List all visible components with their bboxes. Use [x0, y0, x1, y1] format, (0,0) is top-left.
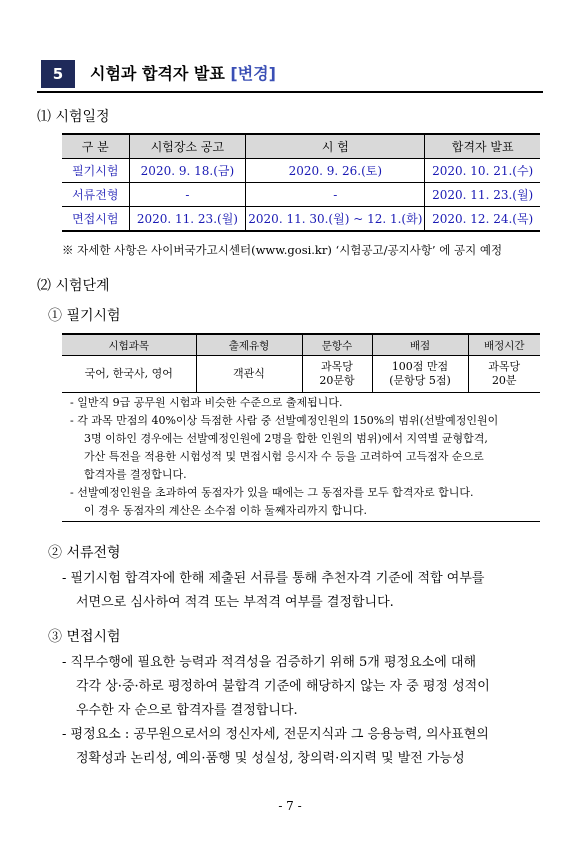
paragraph-line: - 직무수행에 필요한 능력과 적격성을 검증하기 위해 5개 평정요소에 대해 — [62, 655, 477, 670]
schedule-note: ※ 자세한 사항은 사이버국가고시센터(www.gosi.kr) ‘시험공고/공지사항’ 에 공지 예정 — [62, 243, 503, 257]
stages-heading: ⑵ 시험단계 — [37, 278, 110, 294]
paragraph-line: 정확성과 논리성, 예의·품행 및 성실성, 창의력·의지력 및 발전 가능성 — [76, 751, 465, 766]
schedule-header-cell: 시 험 — [246, 134, 425, 159]
document-screening-heading: ② 서류전형 — [48, 545, 121, 561]
section-title-accent: [변경] — [230, 64, 276, 83]
schedule-heading: ⑴ 시험일정 — [37, 109, 110, 125]
table-row — [62, 356, 540, 393]
paragraph-line: - 평정요소 : 공무원으로서의 정신자세, 전문지식과 그 응용능력, 의사표현의 — [62, 727, 489, 742]
table-cell: 2020. 11. 23.(월) — [425, 183, 540, 207]
table-row — [62, 183, 540, 207]
table-cell: 100점 만점 (문항당 5점) — [372, 356, 468, 393]
list-item: - 일반직 9급 공무원 시험과 비슷한 수준으로 출제됩니다. — [70, 396, 343, 409]
schedule-header-cell: 시험장소 공고 — [129, 134, 246, 159]
written-exam-notes — [70, 394, 538, 520]
list-item: 이 경우 동점자의 계산은 소수점 이하 둘째자리까지 합니다. — [84, 504, 367, 517]
table-cell: 객관식 — [196, 356, 302, 393]
list-item: 가산 특전을 적용한 시험성적 및 면접시험 응시자 수 등을 고려하여 고득점자 순으로 — [84, 450, 484, 463]
table-cell: 면접시험 — [62, 207, 129, 232]
paragraph-line: 각각 상·중·하로 평정하여 불합격 기준에 해당하지 않는 자 중 평정 성적이 — [76, 679, 490, 694]
written-exam-heading: ① 필기시험 — [48, 308, 121, 324]
table-cell: 과목당 20문항 — [302, 356, 372, 393]
table-row — [62, 207, 540, 232]
section-number-badge: 5 — [41, 60, 75, 88]
paragraph-line: - 필기시험 합격자에 한해 제출된 서류를 통해 추천자격 기준에 적합 여부를 — [62, 571, 485, 586]
written-header-row — [62, 334, 540, 356]
table-cell: 필기시험 — [62, 159, 129, 183]
list-item: 3명 이하인 경우에는 선발예정인원에 2명을 합한 인원의 범위)에서 지역별 균형합격, — [84, 432, 488, 445]
table-cell: 국어, 한국사, 영어 — [62, 356, 196, 393]
list-item: - 선발예정인원을 초과하여 동점자가 있을 때에는 그 동점자를 모두 합격자로 합니다. — [70, 486, 474, 499]
document-screening-text — [62, 567, 484, 615]
table-cell: - — [246, 183, 425, 207]
notes-divider — [62, 521, 540, 522]
table-cell: 과목당 20분 — [468, 356, 540, 393]
table-cell: 2020. 9. 18.(금) — [129, 159, 246, 183]
table-cell: 2020. 10. 21.(수) — [425, 159, 540, 183]
table-cell: 서류전형 — [62, 183, 129, 207]
section-title-text: 시험과 합격자 발표 — [90, 64, 225, 83]
interview-heading: ③ 면접시험 — [48, 629, 121, 645]
table-cell: 2020. 11. 23.(월) — [129, 207, 246, 232]
interview-text — [62, 651, 490, 771]
table-cell: 2020. 9. 26.(토) — [246, 159, 425, 183]
written-header-cell: 배점 — [372, 334, 468, 356]
written-header-cell: 문항수 — [302, 334, 372, 356]
paragraph-line: 서면으로 심사하여 적격 또는 부적격 여부를 결정합니다. — [76, 595, 394, 610]
written-exam-table — [62, 333, 540, 393]
list-item: 합격자를 결정합니다. — [84, 468, 187, 481]
schedule-header-row — [62, 134, 540, 159]
schedule-table — [62, 133, 540, 232]
schedule-header-cell: 구 분 — [62, 134, 129, 159]
page-number: - 7 - — [278, 799, 302, 813]
table-cell: - — [129, 183, 246, 207]
schedule-header-cell: 합격자 발표 — [425, 134, 540, 159]
table-cell: 2020. 11. 30.(월) ~ 12. 1.(화) — [246, 207, 425, 232]
paragraph-line: 우수한 자 순으로 합격자를 결정합니다. — [76, 703, 298, 718]
table-row — [62, 159, 540, 183]
written-header-cell: 시험과목 — [62, 334, 196, 356]
written-header-cell: 출제유형 — [196, 334, 302, 356]
list-item: - 각 과목 만점의 40%이상 득점한 사람 중 선발예정인원의 150%의 범위(선발예정인원이 — [70, 414, 499, 427]
table-cell: 2020. 12. 24.(목) — [425, 207, 540, 232]
section-title — [90, 61, 276, 84]
written-header-cell: 배정시간 — [468, 334, 540, 356]
